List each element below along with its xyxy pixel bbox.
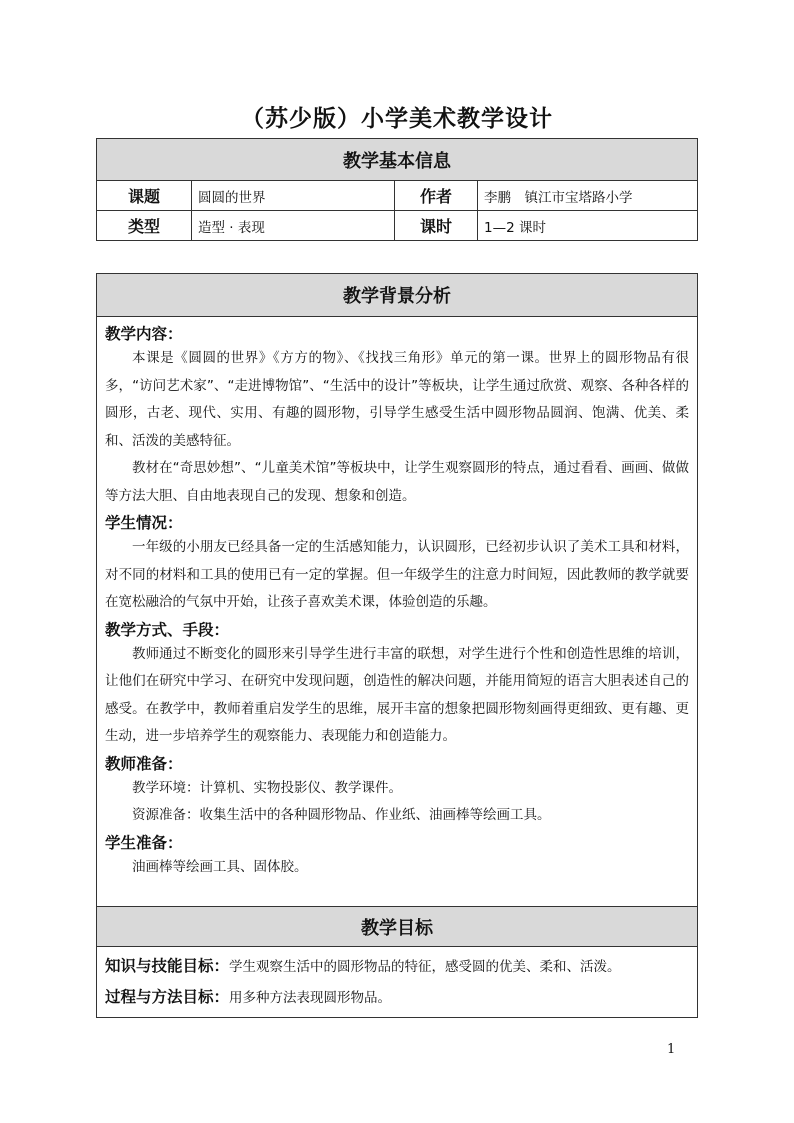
background-table	[96, 273, 698, 1018]
page-number: 1	[667, 1042, 676, 1057]
method-paragraph: 教师通过不断变化的圆形来引导学生进行丰富的联想，对学生进行个性和创造性思维的培训，让他们在研究中学习、在研究中发现问题，创造性的解决问题，并能用简短的语言大胆表述自己的感受。在教学中，教师着重启发学生的思维，展开丰富的想象把圆形物刻画得更细致、更有趣、更生动，进一步培养学生的观察能力、表现能力和创造能力。	[105, 645, 689, 744]
student-prep-heading: 学生准备：	[105, 833, 183, 852]
hours-label: 课时	[395, 211, 478, 241]
type-value: 造型 · 表现	[192, 211, 395, 241]
goals-header: 教学目标	[97, 907, 698, 947]
student-heading: 学生情况：	[105, 514, 183, 532]
goal-process-label: 过程与方法目标：	[105, 988, 230, 1006]
goal-knowledge-text: 学生观察生活中的圆形物品的特征，感受圆的优美、柔和、活泼。	[229, 959, 621, 975]
content-paragraph-2: 教材在“奇思妙想”、“儿童美术馆”等板块中，让学生观察圆形的特点，通过看看、画画、做做等方法大胆、自由地表现自己的发现、想象和创造。	[105, 460, 689, 504]
table-row	[97, 211, 698, 241]
topic-label: 课题	[97, 181, 192, 211]
basic-info-header: 教学基本信息	[97, 139, 698, 181]
goal-process	[105, 982, 689, 1013]
teacher-resource-line: 资源准备：收集生活中的各种圆形物品、作业纸、油画棒等绘画工具。	[132, 807, 551, 823]
student-prep-line: 油画棒等绘画工具、固体胶。	[132, 858, 308, 875]
background-section	[97, 317, 698, 907]
table-row	[97, 181, 698, 211]
goal-knowledge-label: 知识与技能目标：	[105, 957, 230, 975]
background-header: 教学背景分析	[97, 274, 698, 317]
page-title: （苏少版）小学美术教学设计	[241, 106, 553, 132]
student-paragraph: 一年级的小朋友已经具备一定的生活感知能力，认识圆形，已经初步认识了美术工具和材料，对不同的材料和工具的使用已有一定的掌握。但一年级学生的注意力时间短，因此教师的教学就要在宽松融洽的气氛中开始，让孩子喜欢美术课，体验创造的乐趣。	[105, 539, 689, 610]
content-paragraph-1: 本课是《圆圆的世界》《方方的物》、《找找三角形》单元的第一课。世界上的圆形物品有很多，“访问艺术家”、“走进博物馆”、“生活中的设计”等板块，让学生通过欣赏、观察、各种各样的圆形，古老、现代、实用、有趣的圆形物，引导学生感受生活中圆形物品圆润、饱满、优美、柔和、活泼的美感特征。	[105, 350, 689, 449]
topic-value: 圆圆的世界	[192, 181, 395, 211]
goals-section	[97, 947, 698, 1018]
basic-info-table	[96, 138, 698, 241]
author-label: 作者	[395, 181, 478, 211]
goal-knowledge	[105, 951, 689, 982]
content-heading: 教学内容：	[105, 325, 183, 343]
teacher-prep-heading: 教师准备：	[105, 754, 183, 773]
author-value: 李鹏 镇江市宝塔路小学	[478, 181, 698, 211]
hours-value: 1—2 课时	[478, 211, 698, 241]
method-heading: 教学方式、手段：	[105, 620, 230, 639]
type-label: 类型	[97, 211, 192, 241]
goal-process-text: 用多种方法表现圆形物品。	[229, 990, 392, 1006]
teacher-env-line: 教学环境：计算机、实物投影仪、教学课件。	[132, 779, 402, 796]
